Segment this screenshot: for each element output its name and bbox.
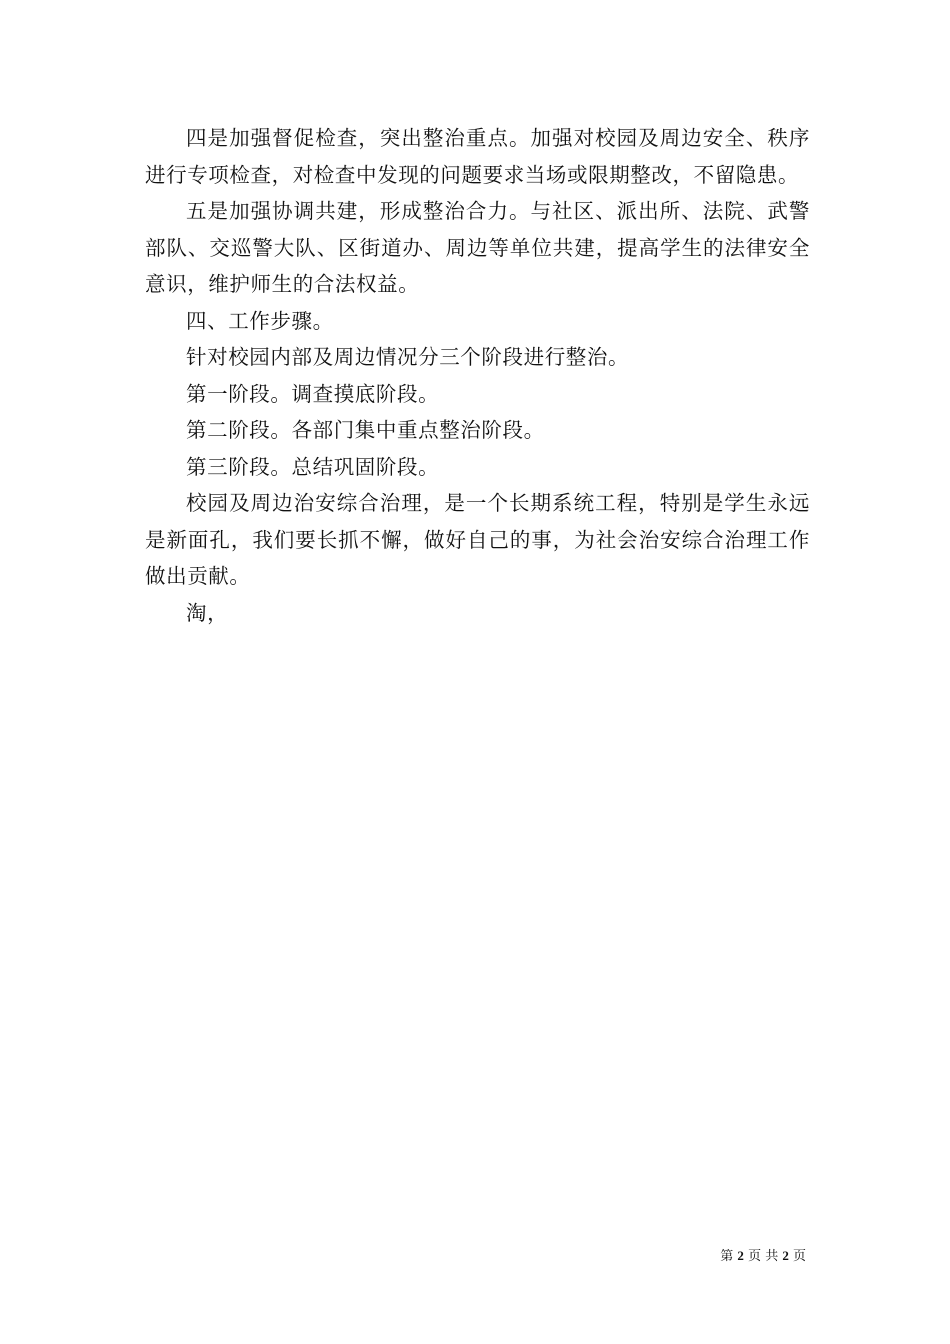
section-heading-work-steps: 四、工作步骤。 — [186, 308, 334, 333]
footer-prefix: 第 — [720, 1249, 734, 1264]
paragraph-stage-two: 第二阶段。各部门集中重点整治阶段。 — [186, 418, 545, 442]
paragraph-stage-three: 第三阶段。总结巩固阶段。 — [186, 454, 440, 479]
document-body — [145, 120, 810, 631]
paragraph-conclusion: 校园及周边治安综合治理，是一个长期系统工程，特别是学生永远是新面孔，我们要长抓不懈，做好自己的事，为社会治安综合治理工作做出贡献。 — [145, 491, 810, 588]
paragraph-trailing-fragment: 淘， — [186, 600, 229, 625]
paragraph-three-stages: 针对校园内部及周边情况分三个阶段进行整治。 — [186, 345, 630, 369]
footer-current-page: 2 — [737, 1248, 744, 1263]
footer-middle: 页 共 — [748, 1249, 779, 1264]
page-number-footer — [720, 1248, 806, 1265]
paragraph-stage-one: 第一阶段。调查摸底阶段。 — [186, 381, 440, 406]
paragraph-supervision: 四是加强督促检查，突出整治重点。加强对校园及周边安全、秩序进行专项检查，对检查中发现的问题要求当场或限期整改，不留隐患。 — [145, 126, 810, 187]
footer-suffix: 页 — [792, 1249, 806, 1264]
paragraph-coordination: 五是加强协调共建，形成整治合力。与社区、派出所、法院、武警部队、交巡警大队、区街道办、周边等单位共建，提高学生的法律安全意识，维护师生的合法权益。 — [145, 199, 810, 296]
footer-total-pages: 2 — [782, 1248, 789, 1263]
